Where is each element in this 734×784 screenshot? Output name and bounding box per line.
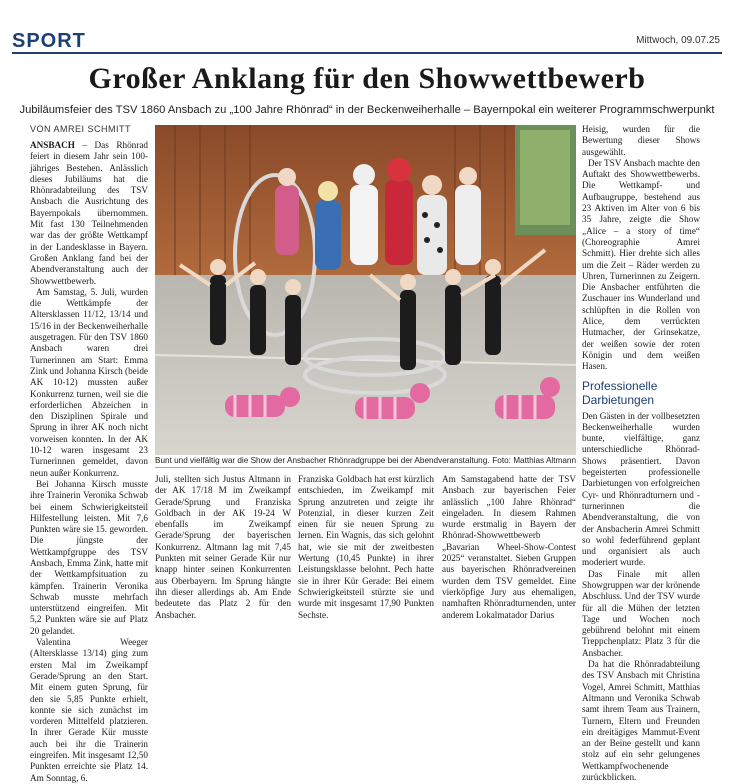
paragraph: Heisig, wurden für die Bewertung dieser Shows ausgewählt. (582, 124, 700, 157)
article-byline: VON AMREI SCHMITT (30, 124, 132, 134)
paragraph-text: – Das Rhönrad feiert in diesem Jahr sein 100-jähriges Bestehen. Anlässlich dieses Jubiläums hat die Rhönradabteilung des TSV Ansbach die Ausrichtung des Bayernpokals übernommen. Mit fast 130 Teilnehmenden war das der größte Wettkampf in der Landesklasse in Bayern. Großen Anklang fand bei der Abendveranstaltung auch der Showwettbewerb. (30, 140, 148, 286)
paragraph (30, 140, 148, 287)
paragraph: Den Gästen in der vollbesetzten Beckenweiherhalle wurden bunte, vielfältige, ganz unterschiedliche Rhönrad-Shows präsentiert. Davon begeisterten professionelle Darbietungen von erfolgreichen Cyr- und Rhönradturnern und -turnerinnen die Abendveranstaltung, die von der Ansbacherin Amrei Schmitt so wohl federführend geplant und organisiert als auch moderiert wurde. (582, 410, 700, 568)
paragraph: Da hat die Rhönradabteilung des TSV Ansbach mit Christina Vogel, Amrei Schmitt, Matthias Altmann und Veronika Schwab samt ihrem Team aus Trainern, Turnern, Eltern und Freunden ein dreitägiges Mammut-Event an der Beine gestellt und kann stolz auf ein sehr gelungenes Wettkampfwochenende zurückblicken. (582, 659, 700, 783)
section-label: SPORT (12, 30, 86, 52)
article-subheadline: Jubiläumsfeier des TSV 1860 Ansbach zu „100 Jahre Rhönrad“ in der Beckenweiherhalle – Bayernpokal ein weiterer Programmschwerpunkt (19, 104, 715, 116)
section-rule (12, 52, 722, 54)
photo-caption: Bunt und vielfältig war die Show der Ansbacher Rhönradgruppe bei der Abendveranstaltung. (155, 456, 490, 465)
article-photo (155, 125, 576, 455)
photo-caption-row (155, 456, 576, 465)
paragraph: Das Finale mit allen Showgruppen war der krönende Abschluss. Und der TSV wurde für all die Mühen der letzten Tage und Wochen noch gebührend belohnt mit einem Treppchenplatz: Platz 3 für die Ansbacher. (582, 568, 700, 658)
article-column-4 (442, 474, 576, 621)
paragraph: Der TSV Ansbach machte den Auftakt des Showwettbewerbs. Die Wettkampf- und Aufbaugruppe, bestehend aus 23 Aktiven im Alter von 6 bis 35 Jahre, zeigte die Show „Alice – a story of time“ (Choreographie Amrei Schmitt). Hier drehte sich alles um die Zeit – Räder werden zu Uhren, Turnerinnen zu Zeigern. Die Ansbacher entführten die Zuschauer ins Wunderland und schlüpften in die Rollen von Alice, dem verrückten Hutmacher, der Grinsekatze, der weißen sowie der roten Königin und dem weißen Hasen. (582, 157, 700, 372)
paragraph: Franziska Goldbach hat erst kürzlich entschieden, im Zweikampf mit Sprung anzutreten und zeigte ihr Potenzial, in dieser kurzen Zeit einen für sie neuen Sprung zu lernen. Ein Wagnis, das sich gelohnt hat, wie sie mit der zweitbesten Wertung (10,45 Punkte) in ihrer Leistungsklasse belohnt. Pech hatte sie in ihrer Kür Gerade: Bei einem Schwierigkeitsteil stürzte sie und wurde mit insgesamt 17,90 Punkten Sechste. (298, 474, 434, 620)
article-column-1 (30, 140, 148, 784)
article-headline: Großer Anklang für den Showwettbewerb (88, 62, 646, 95)
article-column-3 (298, 474, 434, 621)
caption-rule (155, 467, 576, 468)
dateline: ANSBACH (30, 140, 75, 150)
paragraph: Juli, stellten sich Justus Altmann in der AK 17/18 M im Zweikampf Gerade/Sprung und Franziska Goldbach in der AK 19-24 W ebenfalls im Zweikampf Gerade/Sprung der bayerischen Konkurrenz. Altmann lag mit 7,45 Punkten mit seiner Gerade Kür nur knapp hinter seinen Konkurrenten aus Oberbayern. Im Sprung hängte ihn dieser allerdings ab. Am Ende bedeutete das Platz 2 für den Ansbacher. (155, 474, 291, 620)
paragraph: Am Samstag, 5. Juli, wurden die Wettkämpfe der Altersklassen 11/12, 13/14 und 15/16 in der Beckenweiherhalle ausgetragen. Für den TSV 1860 Ansbach waren drei Turnerinnen am Start: Emma Zink und Johanna Kirsch (beide AK 10-12) mussten außer Konkurrenz turnen, weil sie die erforderlichen Abzeichen in den Disziplinen Spirale und Sprung in ihrer AK noch nicht vorweisen konnten. In der AK 10-12 waren insgesamt 23 Turnerinnen gemeldet, davon neun außer Konkurrenz. (30, 286, 148, 478)
paragraph: Bei Johanna Kirsch musste ihre Trainerin Veronika Schwab bei einem Schwierigkeitsteil Hilfestellung leisten. Mit 7,6 Punkten wäre sie 15. geworden. Die jüngste der Wettkampfgruppe des TSV Ansbach, Emma Zink, hatte mit der Wettkampfsituation zu kämpfen. Trainerin Veronika Schwab musste mehrfach unterstützend eingreifen. Mit 5,2 Punkten wäre sie auf Platz 20 gelandet. (30, 478, 148, 636)
issue-date: Mittwoch, 09.07.25 (636, 35, 720, 46)
photo-credit: Foto: Matthias Altmann (492, 456, 576, 465)
paragraph: Valentina Weeger (Altersklasse 13/14) ging zum ersten Mal im Zweikampf Gerade/Sprung an den Start. Mit einem guten Sprung, für den sie 5,85 Punkte erhielt, konnte sie sich zunächst im vorderen Mittelfeld platzieren. In ihrer Gerade Kür musste auch bei ihr die Trainerin eingreifen. Mit insgesamt 12,50 Punkten erreichte sie Platz 14. Am Sonntag, 6. (30, 637, 148, 783)
article-column-right (582, 124, 700, 783)
article-column-2 (155, 474, 291, 621)
article-subhead: Professionelle Darbietungen (582, 378, 658, 407)
paragraph: Am Samstagabend hatte der TSV Ansbach zur bayerischen Feier anlässlich „100 Jahre Rhönrad“ eingeladen. In diesem Rahmen wurde erstmalig in Bayern der Rhönrad-Showwettbewerb „Bavarian Wheel-Show-Contest 2025“ veranstaltet. Sieben Gruppen aus bayerischen Rhönradvereinen wurden dem TSV gemeldet. Eine vierköpfige Jury aus ehemaligen, namhaften Rhönradturnenden, unter anderem Lokalmatador Darius (442, 474, 576, 620)
photo-illustration (155, 125, 576, 455)
